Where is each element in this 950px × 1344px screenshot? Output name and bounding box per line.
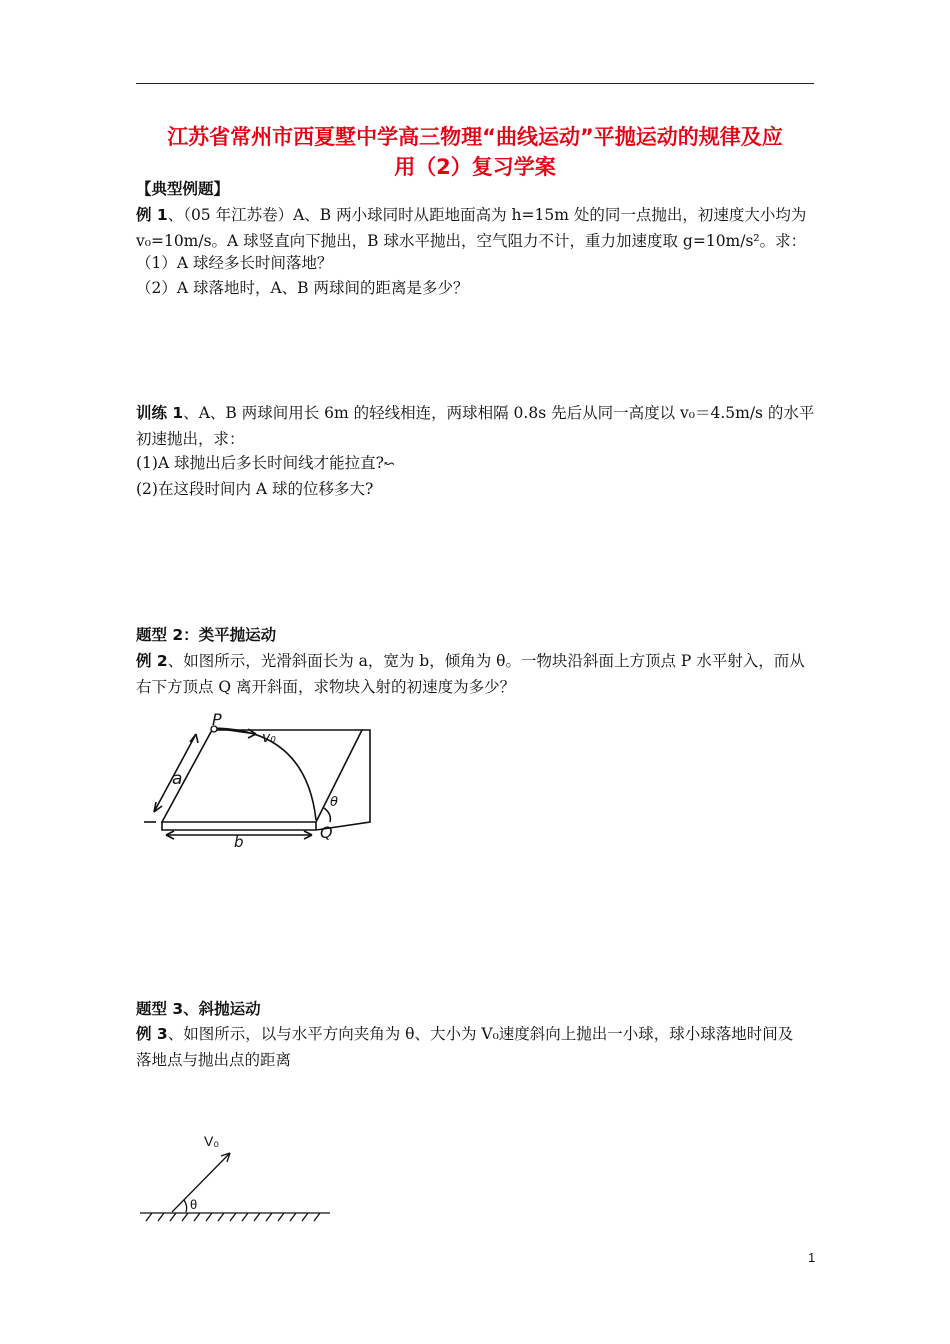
example-2-label: 例 2 <box>136 652 168 670</box>
training-1-line-1 <box>136 400 816 426</box>
example-2-text-1: 、如图所示，光滑斜面长为 a，宽为 b，倾角为 θ。一物块沿斜面上方顶点 P 水平射入，而从 <box>167 652 805 670</box>
ground-hatching <box>146 1213 320 1221</box>
type-2-heading: 题型 2：类平抛运动 <box>136 626 277 644</box>
section-typical-heading: 【典型例题】 <box>136 180 230 198</box>
header-rule <box>136 83 814 84</box>
example-3-text-1: 、如图所示，以与水平方向夹角为 θ、大小为 V₀速度斜向上抛出一小球，球小球落地时间及 <box>167 1025 794 1043</box>
example-3-line-2: 落地点与抛出点的距离 <box>136 1051 292 1069</box>
label-a: a <box>172 769 183 789</box>
label-b: b <box>234 833 244 851</box>
training-1-question-2: (2)在这段时间内 A 球的位移多大? <box>136 480 374 498</box>
example-1-question-2: （2）A 球落地时，A、B 两球间的距离是多少？ <box>136 279 469 297</box>
label-q: Q <box>320 823 333 842</box>
label-v0: v₀ <box>262 730 276 746</box>
example-2-line-1 <box>136 648 816 674</box>
example-1-label: 例 1 <box>136 206 168 224</box>
label-theta-projectile: θ <box>190 1197 198 1212</box>
mouse-glyph-icon: ↜ <box>383 457 395 472</box>
example-2-line-2: 右下方顶点 Q 离开斜面，求物块入射的初速度为多少？ <box>136 678 516 696</box>
example-3-label: 例 3 <box>136 1025 168 1043</box>
title-line-1: 江苏省常州市西夏墅中学高三物理“曲线运动”平抛运动的规律及应 <box>167 125 783 149</box>
incline-figure <box>136 712 386 857</box>
angle-arc <box>184 1200 187 1212</box>
example-3-line-1 <box>136 1021 816 1047</box>
title-line-2: 用（2）复习学案 <box>394 155 556 179</box>
training-1-line-2: 初速抛出，求： <box>136 430 245 448</box>
incline-front <box>162 822 316 830</box>
incline-base <box>162 730 316 822</box>
label-p: P <box>212 712 222 729</box>
label-theta: θ <box>330 795 338 810</box>
velocity-arrow <box>172 1153 230 1212</box>
page-number: 1 <box>808 1250 816 1265</box>
training-1-text-1: 、A、B 两球间用长 6m 的轻线相连，两球相隔 0.8s 先后从同一高度以 v₀＝4.5m/s 的水平 <box>183 404 815 422</box>
type-3-heading: 题型 3、斜抛运动 <box>136 1000 261 1018</box>
projectile-figure <box>136 1126 336 1226</box>
example-1-line-2: v₀=10m/s。A 球竖直向下抛出，B 球水平抛出，空气阻力不计，重力加速度取 g=10m/s²。求： <box>136 232 807 250</box>
label-v0-projectile: V₀ <box>204 1133 220 1149</box>
training-1-label: 训练 1 <box>136 404 184 422</box>
incline-side <box>316 730 370 830</box>
example-1-text-1: 、（05 年江苏卷）A、B 两小球同时从距地面高为 h=15m 处的同一点抛出，初速度大小均为 <box>167 206 807 224</box>
training-1-question-1-text: (1)A 球抛出后多长时间线才能拉直? <box>136 454 384 472</box>
theta-arc <box>324 808 330 822</box>
incline-top-edge <box>212 730 362 822</box>
page-title <box>136 122 814 182</box>
training-1-question-1 <box>136 450 816 478</box>
example-1-question-1: （1）A 球经多长时间落地？ <box>136 254 333 272</box>
example-1-line-1 <box>136 202 816 228</box>
